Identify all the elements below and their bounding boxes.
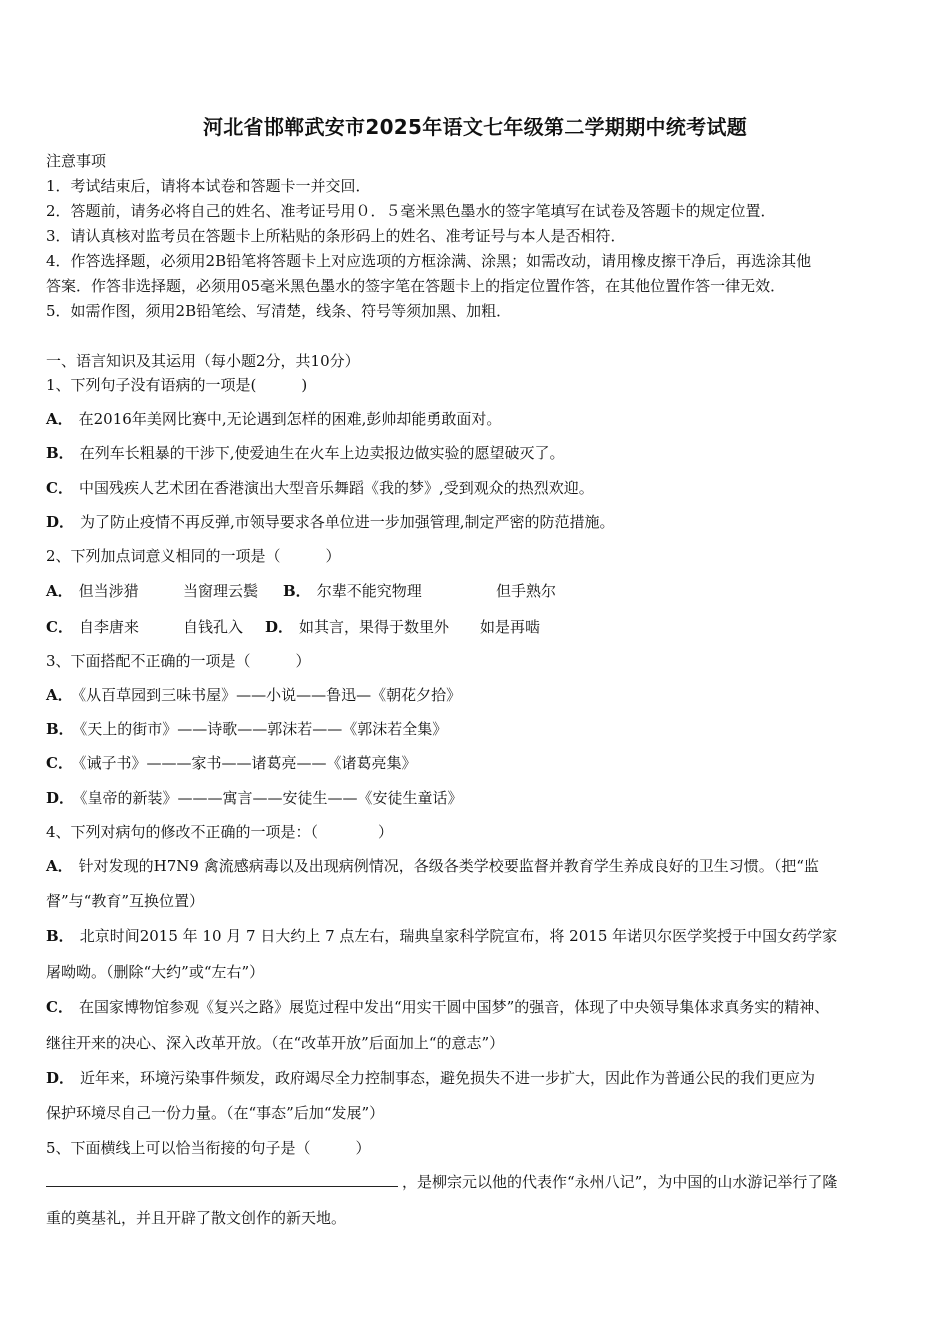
option-text: 如其言，果得于数里外 [299,618,450,636]
notice-item: 答案．作答非选择题，必须用05毫米黑色墨水的签字笔在答题卡上的指定位置作答，在其他位置作答一律无效． [46,277,786,295]
question-2-option-d-left [265,617,449,637]
question-5-stem: 5、下面横线上可以恰当衔接的句子是（ ） [46,1139,371,1157]
option-text: 在国家博物馆参观《复兴之路》展览过程中发出“用实干圆中国梦”的强音，体现了中央领导集体求真务实的精神、 [78,998,830,1016]
option-text: 《天上的街市》——诗歌——郭沫若——《郭沫若全集》 [79,720,448,738]
option-text: 自李唐来 [78,618,139,636]
option-letter: C． [46,479,73,497]
question-2-option-a-left [46,581,139,601]
option-letter: C． [46,618,73,636]
option-letter: D． [265,618,294,636]
question-4-stem: 4、下列对病句的修改不正确的一项是：（ ） [46,823,394,841]
notice-item: 2．答题前，请务必将自己的姓名、准考证号用０．５毫米黑色墨水的签字笔填写在试卷及答题卡的规定位置． [46,202,776,220]
option-letter: B． [46,720,74,738]
option-letter: D． [46,1069,75,1087]
question-4-option-b [46,926,837,946]
option-text: 《从百草园到三味书屋》——小说——鲁迅—《朝花夕拾》 [78,686,462,704]
question-3-option-d [46,788,463,808]
question-4-option-c [46,997,829,1017]
question-4-option-c-cont: 继往开来的决心、深入改革开放。（在“改革开放”后面加上“的意志”） [46,1034,505,1052]
question-2-option-b-right: 但手熟尔 [496,582,557,600]
answer-blank[interactable] [46,1172,398,1187]
question-3-option-a [46,685,461,705]
option-letter: A． [46,857,73,875]
option-text: 但当涉猎 [78,582,139,600]
question-1-option-b [46,443,564,463]
option-text: 中国残疾人艺术团在香港演出大型音乐舞蹈《我的梦》,受到观众的热烈欢迎。 [78,479,594,497]
option-letter: D． [46,789,75,807]
option-letter: A． [46,582,73,600]
option-text: 《诫子书》———家书——诸葛亮——《诸葛亮集》 [78,754,417,772]
option-text: 为了防止疫情不再反弹,市领导要求各单位进一步加强管理,制定严密的防范措施。 [80,513,615,531]
notice-item: 4．作答选择题，必须用2B铅笔将答题卡上对应选项的方框涂满、涂黑；如需改动，请用橡皮擦干净后，再选涂其他 [46,252,812,270]
option-letter: D． [46,513,75,531]
question-3-option-c [46,753,416,773]
option-letter: C． [46,754,73,772]
question-2-option-c-left [46,617,139,637]
option-letter: A． [46,686,73,704]
question-4-option-a-cont: 督”与“教育”互换位置） [46,892,205,910]
notice-item: 1．考试结束后，请将本试卷和答题卡一并交回． [46,177,371,195]
question-5-text: ，是柳宗元以他的代表作“永州八记”，为中国的山水游记举行了隆 [402,1173,838,1191]
question-4-option-b-cont: 屠呦呦。（删除“大约”或“左右”） [46,963,265,981]
section-heading: 一、语言知识及其运用（每小题2分，共10分） [46,352,360,370]
option-text: 在2016年美网比赛中,无论遇到怎样的困难,彭帅却能勇敢面对。 [78,410,502,428]
option-text: 《皇帝的新装》———寓言——安徒生——《安徒生童话》 [80,789,463,807]
question-1-option-d [46,512,615,532]
question-3-stem: 3、下面搭配不正确的一项是（ ） [46,652,311,670]
option-text: 尔辈不能究物理 [316,582,422,600]
question-2-option-d-right: 如是再啮 [480,618,541,636]
option-letter: A． [46,410,73,428]
option-letter: C． [46,998,73,1016]
question-1-stem: 1、下列句子没有语病的一项是( ) [46,376,308,394]
question-5-line-1 [46,1172,837,1192]
question-4-option-a [46,856,819,876]
option-letter: B． [283,582,311,600]
question-2-option-c-right: 自钱孔入 [183,618,244,636]
option-text: 在列车长粗暴的干涉下,使爱迪生在火车上边卖报边做实验的愿望破灭了。 [79,444,565,462]
question-2-option-a-right: 当窗理云鬓 [183,582,259,600]
question-5-line-2: 重的奠基礼，并且开辟了散文创作的新天地。 [46,1209,347,1227]
option-text: 北京时间2015 年 10 月 7 日大约上 7 点左右，瑞典皇家科学院宣布，将 2015 年诺贝尔医学奖授于中国女药学家 [79,927,838,945]
notice-item: 3．请认真核对监考员在答题卡上所粘贴的条形码上的姓名、准考证号与本人是否相符． [46,227,626,245]
notice-item: 5．如需作图，须用2B铅笔绘、写清楚，线条、符号等须加黑、加粗． [46,302,512,320]
question-2-stem: 2、下列加点词意义相同的一项是（ ） [46,547,341,565]
notice-heading: 注意事项 [46,152,107,170]
question-2-option-b-left [283,581,422,601]
option-letter: B． [46,444,74,462]
question-1-option-c [46,478,594,498]
page-title: 河北省邯郸武安市2025年语文七年级第二学期期中统考试题 [202,115,748,139]
question-4-option-d [46,1068,815,1088]
option-letter: B． [46,927,74,945]
question-1-option-a [46,409,501,429]
question-4-option-d-cont: 保护环境尽自己一份力量。（在“事态”后加“发展”） [46,1104,385,1122]
option-text: 针对发现的H7N9 禽流感病毒以及出现病例情况，各级各类学校要监督并教育学生养成良好的卫生习惯。（把“监 [78,857,819,875]
question-3-option-b [46,719,447,739]
option-text: 近年来，环境污染事件频发，政府竭尽全力控制事态，避免损失不进一步扩大，因此作为普通公民的我们更应为 [80,1069,816,1087]
